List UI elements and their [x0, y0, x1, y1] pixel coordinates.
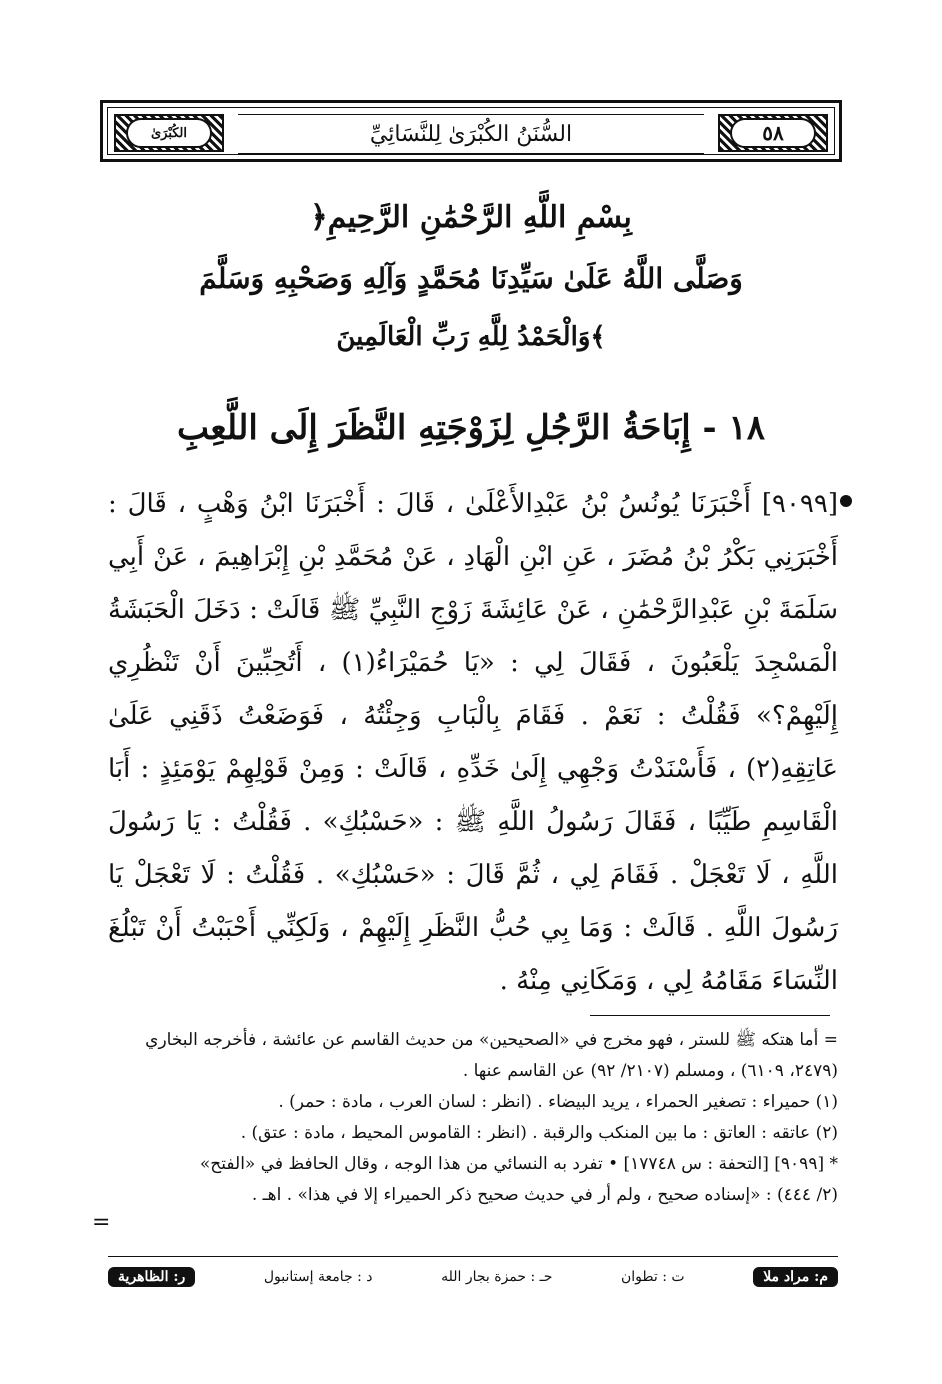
footnote-separator [590, 1015, 830, 1016]
footnote-continuation: = أما هتكه ﷺ للستر ، فهو مخرج في «الصحيحين» من حديث القاسم عن عائشة ، فأخرجه البخاري (٢٤٧٩، ٦١٠٩) ، ومسلم (٢١٠٧/ ٩٢) عن القاسم عنها . [145, 1030, 838, 1081]
page-number: ٥٨ [730, 118, 816, 148]
siglum-m: م: مراد ملا [753, 1267, 838, 1287]
series-badge: الكُبْرَىٰ [126, 118, 212, 148]
siglum-r: ر: الظاهرية [108, 1267, 195, 1287]
takhrij-note: * [٩٠٩٩] [التحفة : س ١٧٧٤٨] • تفرد به النسائي من هذا الوجه ، وقال الحافظ في «الفتح» [199, 1154, 838, 1174]
footnote-2: (٢) عاتقه : العاتق : ما بين المنكب والرقبة . (انظر : القاموس المحيط ، مادة : عتق) . [240, 1123, 838, 1143]
hadith-text: [٩٠٩٩] أَخْبَرَنَا يُونُسُ بْنُ عَبْدِالأَعْلَىٰ ، قَالَ : أَخْبَرَنَا ابْنُ وَهْبٍ ، قَالَ : أَخْبَرَنِي بَكْرُ بْنُ مُضَرَ ، عَنِ ابْنِ الْهَادِ ، عَنْ مُحَمَّدِ بْنِ إِبْرَاهِيمَ ، عَنْ أَبِي سَلَمَةَ بْنِ عَبْدِالرَّحْمَٰنِ ، عَنْ عَائِشَةَ زَوْجِ النَّبِيِّ ﷺ قَالَتْ : دَخَلَ الْحَبَشَةُ الْمَسْجِدَ يَلْعَبُونَ ، فَقَالَ لِي : «يَا حُمَيْرَاءُ(١) ، أَتُحِبِّينَ أَنْ تَنْظُرِي إِلَيْهِمْ؟» فَقُلْتُ : نَعَمْ . فَقَامَ بِالْبَابِ وَجِئْتُهُ ، فَوَضَعْتُ ذَقَنِي عَلَىٰ عَاتِقِهِ(٢) ، فَأَسْنَدْتُ وَجْهِي إِلَىٰ خَدِّهِ ، قَالَتْ : وَمِنْ قَوْلِهِمْ يَوْمَئِذٍ : أَبَا الْقَاسِمِ طَيِّبًا ، فَقَالَ رَسُولُ اللَّهِ ﷺ : «حَسْبُكِ» . فَقُلْتُ : يَا رَسُولَ اللَّهِ ، لَا تَعْجَلْ . فَقَامَ لِي ، ثُمَّ قَالَ : «حَسْبُكِ» . فَقُلْتُ : لَا تَعْجَلْ يَا رَسُولَ اللَّهِ . قَالَتْ : وَمَا بِي حُبُّ النَّظَرِ إِلَيْهِمْ ، وَلَكِنِّي أَحْبَبْتُ أَنْ تَبْلُغَ النِّسَاءَ مَقَامُهُ لِي ، وَمَكَانِي مِنْهُ . [108, 489, 838, 996]
footer-rule [108, 1256, 838, 1257]
hamd-line: وَالْحَمْدُ لِلَّهِ رَبِّ الْعَالَمِينَ﴾ [336, 322, 606, 352]
footnote-1: (١) حميراء : تصغير الحمراء ، يريد البيضاء . (انظر : لسان العرب ، مادة : حمر) . [278, 1092, 838, 1112]
bullet-icon [840, 495, 852, 507]
book-title: السُّنَنُ الكُبْرَىٰ لِلنَّسَائِيِّ [238, 114, 704, 154]
continuation-mark: = [92, 1210, 111, 1235]
siglum-t: ت : تطوان [621, 1269, 685, 1285]
siglum-h: حـ : حمزة بجار الله [441, 1269, 553, 1285]
footnotes [108, 1025, 838, 1211]
manuscript-sigla [108, 1262, 838, 1292]
basmala: ﴿بِسْمِ اللَّهِ الرَّحْمَٰنِ الرَّحِيمِ [310, 200, 632, 235]
header-border [107, 107, 835, 155]
running-header [100, 100, 842, 162]
takhrij-note-cont: (٢/ ٤٤٤) : «إسناده صحيح ، ولم أر في حديث صحيح ذكر الحميراء إلا في هذا» . اهـ . [251, 1185, 838, 1205]
chapter-title: ١٨ - إِبَاحَةُ الرَّجُلِ لِزَوْجَتِهِ النَّظَرَ إِلَى اللَّعِبِ [176, 408, 766, 448]
siglum-d: د : جامعة إستانبول [263, 1269, 373, 1285]
salat-line: وَصَلَّى اللَّهُ عَلَىٰ سَيِّدِنَا مُحَمَّدٍ وَآلِهِ وَصَحْبِهِ وَسَلَّمَ [199, 262, 743, 295]
